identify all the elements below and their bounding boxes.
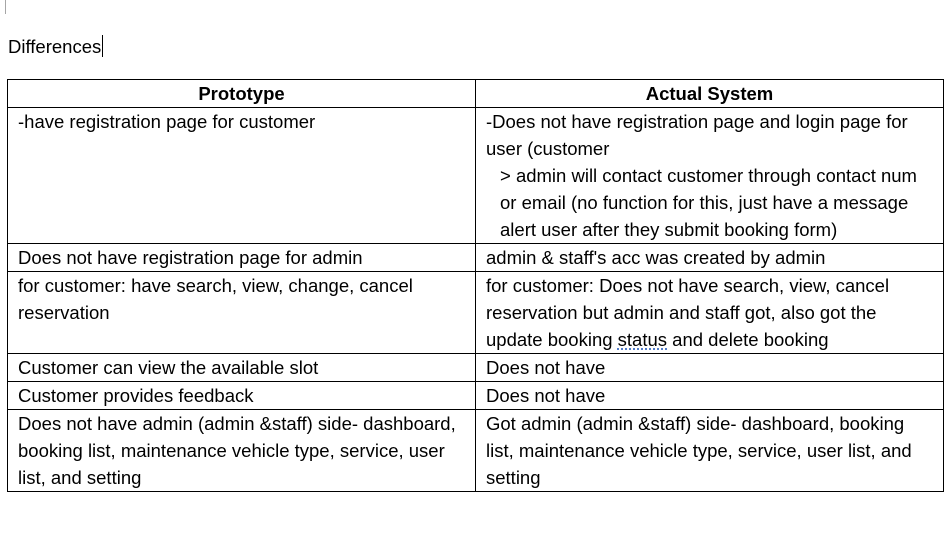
- heading-text[interactable]: Differences: [8, 36, 102, 57]
- header-prototype[interactable]: Prototype: [8, 80, 476, 108]
- table-row: [8, 382, 944, 410]
- table-header-row: [8, 80, 944, 108]
- cell-prototype[interactable]: -have registration page for customer: [8, 108, 476, 244]
- table-row: [8, 354, 944, 382]
- cell-prototype[interactable]: Does not have registration page for admin: [8, 244, 476, 272]
- cell-text: for customer: Does not have search, view, cancel reservation but admin and staff got, also got the update booking: [486, 275, 890, 350]
- cell-line: -Does not have registration page and login page for user (customer: [486, 111, 908, 159]
- cell-actual[interactable]: [476, 108, 944, 244]
- table-row: [8, 272, 944, 354]
- differences-table: [7, 79, 944, 492]
- cell-line-indented: > admin will contact customer through contact num or email (no function for this, just have a message alert user after they submit booking form): [500, 165, 917, 240]
- grammar-flagged-word[interactable]: status: [617, 329, 668, 350]
- table-row: [8, 244, 944, 272]
- table-row: [8, 410, 944, 492]
- cell-prototype[interactable]: Customer provides feedback: [8, 382, 476, 410]
- text-cursor: [102, 35, 103, 57]
- cell-actual[interactable]: Does not have: [476, 382, 944, 410]
- header-actual-system[interactable]: Actual System: [476, 80, 944, 108]
- cell-actual[interactable]: admin & staff's acc was created by admin: [476, 244, 944, 272]
- cell-actual[interactable]: Does not have: [476, 354, 944, 382]
- cell-actual[interactable]: Got admin (admin &staff) side- dashboard, booking list, maintenance vehicle type, service, user list, and setting: [476, 410, 944, 492]
- cell-prototype[interactable]: for customer: have search, view, change, cancel reservation: [8, 272, 476, 354]
- cell-text: and delete booking: [667, 329, 829, 350]
- page-margin-marker: [5, 0, 6, 14]
- cell-prototype[interactable]: Customer can view the available slot: [8, 354, 476, 382]
- document-heading[interactable]: [8, 33, 103, 60]
- cell-prototype[interactable]: Does not have admin (admin &staff) side- dashboard, booking list, maintenance vehicle type, service, user list, and setting: [8, 410, 476, 492]
- table-row: [8, 108, 944, 244]
- cell-actual[interactable]: [476, 272, 944, 354]
